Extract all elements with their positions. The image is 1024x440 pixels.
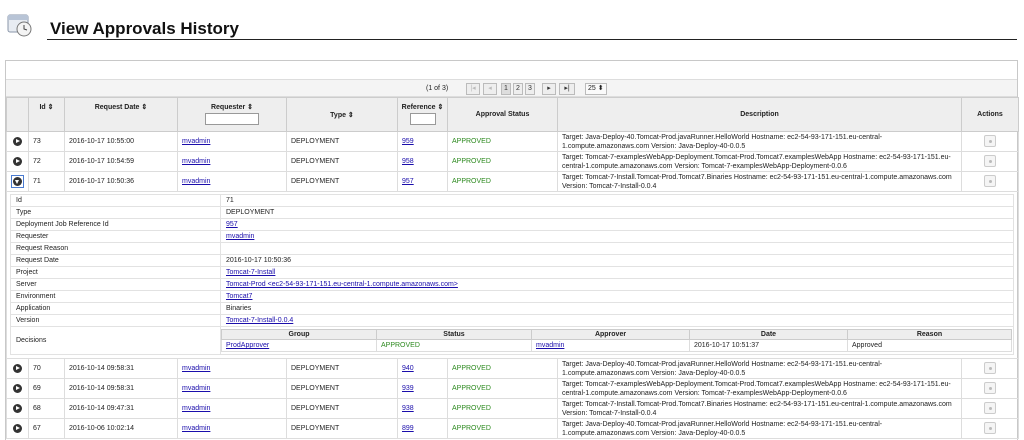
detail-server-link[interactable]: Tomcat-Prod <ec2-54-93-171-151.eu-central-1.compute.amazonaws.com> — [226, 281, 458, 288]
detail-environment-link[interactable]: Tomcat7 — [226, 293, 253, 300]
row-id: 67 — [29, 419, 65, 439]
status-badge: APPROVED — [448, 152, 558, 172]
row-action-button[interactable] — [984, 175, 996, 187]
row-action-button[interactable] — [984, 402, 996, 414]
row-expand-icon[interactable] — [13, 404, 22, 413]
page-1-button[interactable]: 1 — [501, 83, 511, 95]
requester-link[interactable]: mvadmin — [182, 425, 211, 432]
row-request-date: 2016-10-06 10:02:14 — [65, 419, 178, 439]
detail-job-ref-link[interactable]: 957 — [226, 221, 238, 228]
row-request-date: 2016-10-17 10:55:00 — [65, 132, 178, 152]
decision-row — [222, 340, 1012, 352]
status-badge: APPROVED — [448, 172, 558, 192]
reference-link[interactable]: 940 — [402, 365, 414, 372]
requester-filter-input[interactable] — [205, 113, 259, 125]
requester-link[interactable]: mvadmin — [182, 178, 211, 185]
detail-version-link[interactable]: Tomcat-7-Install-0.0.4 — [226, 317, 294, 324]
calendar-clock-icon — [6, 10, 34, 38]
decision-status: APPROVED — [377, 340, 532, 352]
row-description: Target: Java-Deploy-40.Tomcat-Prod.javaRunner.HelloWorld Hostname: ec2-54-93-171-151.eu-central-1.compute.amazonaws.com Version: Java-Deploy-40-0.0.5 — [558, 359, 962, 379]
requester-link[interactable]: mvadmin — [182, 405, 211, 412]
reference-link[interactable]: 939 — [402, 385, 414, 392]
title-divider — [47, 39, 1017, 40]
row-description: Target: Tomcat-7-examplesWebApp-Deployment.Tomcat-Prod.Tomcat7.examplesWebApp Hostname: ec2-54-93-171-151.eu-central-1.compute.amazonaws.com Version: Tomcat-7-examplesWebApp-Deployment-0.0.6 — [558, 152, 962, 172]
row-detail — [7, 192, 1019, 359]
table-row[interactable] — [7, 419, 1019, 439]
detail-reason — [221, 243, 1014, 255]
id-header[interactable]: Id ⇕ — [29, 98, 65, 132]
row-expand-icon[interactable] — [13, 137, 22, 146]
row-expand-icon[interactable] — [13, 384, 22, 393]
table-row[interactable] — [7, 399, 1019, 419]
page-title: View Approvals History — [50, 19, 239, 38]
type-header[interactable]: Type ⇕ — [287, 98, 398, 132]
decision-group-link[interactable]: ProdApprover — [226, 342, 270, 349]
description-header: Description — [558, 98, 962, 132]
page-header — [0, 0, 1024, 42]
detail-label: Decisions — [11, 327, 221, 355]
page-info: (1 of 3) — [426, 85, 449, 92]
row-description: Target: Tomcat-7-Install.Tomcat-Prod.Tomcat7.Binaries Hostname: ec2-54-93-171-151.eu-central-1.compute.amazonaws.com Version: Tomcat-7-Install-0.0.4 — [558, 172, 962, 192]
prev-page-button[interactable]: ◂ — [483, 83, 497, 95]
approval-status-header: Approval Status — [448, 98, 558, 132]
table-row[interactable] — [7, 152, 1019, 172]
detail-label: Application — [11, 303, 221, 315]
status-badge: APPROVED — [448, 419, 558, 439]
decision-approver-link[interactable]: mvadmin — [536, 342, 565, 349]
decision-reason: Approved — [848, 340, 1012, 352]
row-collapse-icon[interactable] — [13, 177, 22, 186]
detail-label: Project — [11, 267, 221, 279]
detail-application: Binaries — [221, 303, 1014, 315]
status-badge: APPROVED — [448, 399, 558, 419]
table-row[interactable] — [7, 132, 1019, 152]
requester-link[interactable]: mvadmin — [182, 385, 211, 392]
page-3-button[interactable]: 3 — [525, 83, 535, 95]
reference-link[interactable]: 899 — [402, 425, 414, 432]
reference-link[interactable]: 958 — [402, 158, 414, 165]
reference-link[interactable]: 938 — [402, 405, 414, 412]
row-type: DEPLOYMENT — [287, 379, 398, 399]
first-page-button[interactable]: |◂ — [466, 83, 480, 95]
decision-date: 2016-10-17 10:51:37 — [690, 340, 848, 352]
row-description: Target: Tomcat-7-examplesWebApp-Deployment.Tomcat-Prod.Tomcat7.examplesWebApp Hostname: ec2-54-93-171-151.eu-central-1.compute.amazonaws.com Version: Tomcat-7-examplesWebApp-Deployment-0.0.6 — [558, 379, 962, 399]
row-description: Target: Java-Deploy-40.Tomcat-Prod.javaRunner.HelloWorld Hostname: ec2-54-93-171-151.eu-central-1.compute.amazonaws.com Version: Java-Deploy-40-0.0.5 — [558, 132, 962, 152]
row-action-button[interactable] — [984, 155, 996, 167]
detail-label: Request Date — [11, 255, 221, 267]
row-action-button[interactable] — [984, 422, 996, 434]
detail-label: Requester — [11, 231, 221, 243]
detail-type: DEPLOYMENT — [221, 207, 1014, 219]
row-request-date: 2016-10-17 10:54:59 — [65, 152, 178, 172]
detail-label: Deployment Job Reference Id — [11, 219, 221, 231]
row-type: DEPLOYMENT — [287, 172, 398, 192]
decision-date-header: Date — [690, 330, 848, 340]
page-2-button[interactable]: 2 — [513, 83, 523, 95]
reference-header[interactable]: Reference ⇕ — [398, 98, 448, 132]
detail-project-link[interactable]: Tomcat-7-Install — [226, 269, 276, 276]
requester-link[interactable]: mvadmin — [182, 158, 211, 165]
detail-label: Type — [11, 207, 221, 219]
row-id: 73 — [29, 132, 65, 152]
row-id: 69 — [29, 379, 65, 399]
row-id: 72 — [29, 152, 65, 172]
row-request-date: 2016-10-14 09:58:31 — [65, 379, 178, 399]
row-expand-icon[interactable] — [13, 364, 22, 373]
reference-link[interactable]: 957 — [402, 178, 414, 185]
detail-table — [10, 194, 1014, 355]
rows-per-page-select[interactable]: 25 ⬍ — [585, 83, 607, 95]
actions-header: Actions — [962, 98, 1019, 132]
decision-group-header: Group — [222, 330, 377, 340]
table-row-expanded[interactable] — [7, 172, 1019, 192]
request-date-header[interactable]: Request Date ⇕ — [65, 98, 178, 132]
detail-requester-link[interactable]: mvadmin — [226, 233, 255, 240]
next-page-button[interactable]: ▸ — [542, 83, 556, 95]
table-row[interactable] — [7, 379, 1019, 399]
row-type: DEPLOYMENT — [287, 399, 398, 419]
detail-label: Version — [11, 315, 221, 327]
requester-header[interactable]: Requester ⇕ — [178, 98, 287, 132]
approvals-panel — [5, 60, 1018, 440]
detail-id: 71 — [221, 195, 1014, 207]
detail-label: Server — [11, 279, 221, 291]
status-badge: APPROVED — [448, 359, 558, 379]
row-request-date: 2016-10-14 09:47:31 — [65, 399, 178, 419]
decision-status-header: Status — [377, 330, 532, 340]
table-header-row — [7, 98, 1019, 132]
row-expand-icon[interactable] — [13, 157, 22, 166]
detail-date: 2016-10-17 10:50:36 — [221, 255, 1014, 267]
reference-filter-input[interactable] — [410, 113, 436, 125]
decisions-table — [221, 329, 1012, 352]
paginator — [6, 79, 1017, 97]
row-expand-icon[interactable] — [13, 424, 22, 433]
status-badge: APPROVED — [448, 132, 558, 152]
row-id: 68 — [29, 399, 65, 419]
approvals-table — [6, 97, 1019, 439]
row-action-button[interactable] — [984, 135, 996, 147]
row-id: 71 — [29, 172, 65, 192]
detail-label: Request Reason — [11, 243, 221, 255]
status-badge: APPROVED — [448, 379, 558, 399]
detail-label: Environment — [11, 291, 221, 303]
row-type: DEPLOYMENT — [287, 132, 398, 152]
table-row[interactable] — [7, 359, 1019, 379]
row-type: DEPLOYMENT — [287, 419, 398, 439]
row-id: 70 — [29, 359, 65, 379]
reference-link[interactable]: 959 — [402, 138, 414, 145]
row-request-date: 2016-10-17 10:50:36 — [65, 172, 178, 192]
decision-reason-header: Reason — [848, 330, 1012, 340]
row-action-button[interactable] — [984, 382, 996, 394]
expander-header — [7, 98, 29, 132]
row-description: Target: Java-Deploy-40.Tomcat-Prod.javaRunner.HelloWorld Hostname: ec2-54-93-171-151.eu-central-1.compute.amazonaws.com Version: Java-Deploy-40-0.0.5 — [558, 419, 962, 439]
row-type: DEPLOYMENT — [287, 359, 398, 379]
requester-link[interactable]: mvadmin — [182, 138, 211, 145]
detail-label: Id — [11, 195, 221, 207]
row-description: Target: Tomcat-7-Install.Tomcat-Prod.Tomcat7.Binaries Hostname: ec2-54-93-171-151.eu-central-1.compute.amazonaws.com Version: Tomcat-7-Install-0.0.4 — [558, 399, 962, 419]
row-type: DEPLOYMENT — [287, 152, 398, 172]
requester-link[interactable]: mvadmin — [182, 365, 211, 372]
decision-approver-header: Approver — [532, 330, 690, 340]
row-action-button[interactable] — [984, 362, 996, 374]
row-request-date: 2016-10-14 09:58:31 — [65, 359, 178, 379]
last-page-button[interactable]: ▸| — [559, 83, 575, 95]
